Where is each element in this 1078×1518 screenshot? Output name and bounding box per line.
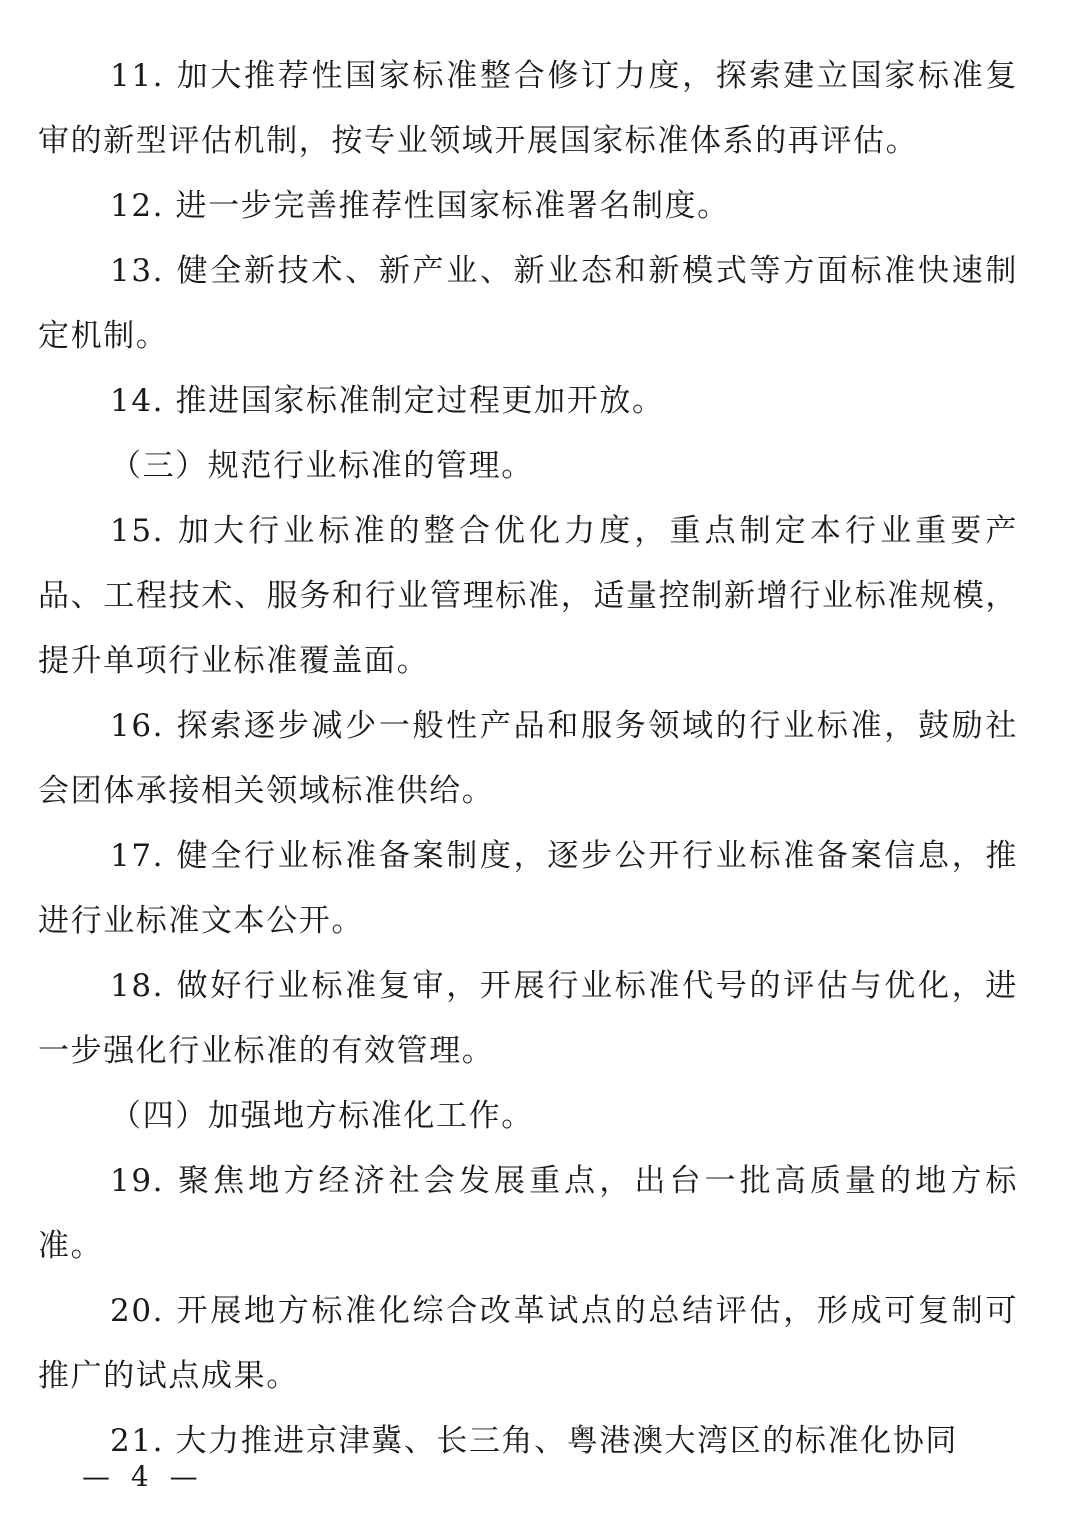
- paragraph-11: 11. 加大推荐性国家标准整合修订力度，探索建立国家标准复审的新型评估机制，按专业领域开展国家标准体系的再评估。: [38, 58, 1018, 159]
- paragraph-14: 14. 推进国家标准制定过程更加开放。: [110, 383, 665, 419]
- paragraph-19: 19. 聚焦地方经济社会发展重点，出台一批高质量的地方标准。: [38, 1163, 1018, 1264]
- paragraph-20: 20. 开展地方标准化综合改革试点的总结评估，形成可复制可推广的试点成果。: [38, 1293, 1018, 1394]
- paragraph-18: 18. 做好行业标准复审，开展行业标准代号的评估与优化，进一步强化行业标准的有效管理。: [38, 968, 1018, 1069]
- paragraph-12: 12. 进一步完善推荐性国家标准署名制度。: [110, 188, 730, 224]
- paragraph-17: 17. 健全行业标准备案制度，逐步公开行业标准备案信息，推进行业标准文本公开。: [38, 838, 1018, 939]
- paragraph-15: 15. 加大行业标准的整合优化力度，重点制定本行业重要产品、工程技术、服务和行业管理标准，适量控制新增行业标准规模，提升单项行业标准覆盖面。: [38, 513, 1018, 679]
- paragraph-21: 21. 大力推进京津冀、长三角、粤港澳大湾区的标准化协同: [110, 1423, 958, 1459]
- paragraph-13: 13. 健全新技术、新产业、新业态和新模式等方面标准快速制定机制。: [38, 253, 1018, 354]
- section-heading-3: （三）规范行业标准的管理。: [110, 448, 534, 484]
- page-number: — 4 —: [82, 1460, 204, 1493]
- section-heading-4: （四）加强地方标准化工作。: [110, 1098, 534, 1134]
- document-body: [38, 44, 1018, 1474]
- paragraph-16: 16. 探索逐步减少一般性产品和服务领域的行业标准，鼓励社会团体承接相关领域标准供给。: [38, 708, 1018, 809]
